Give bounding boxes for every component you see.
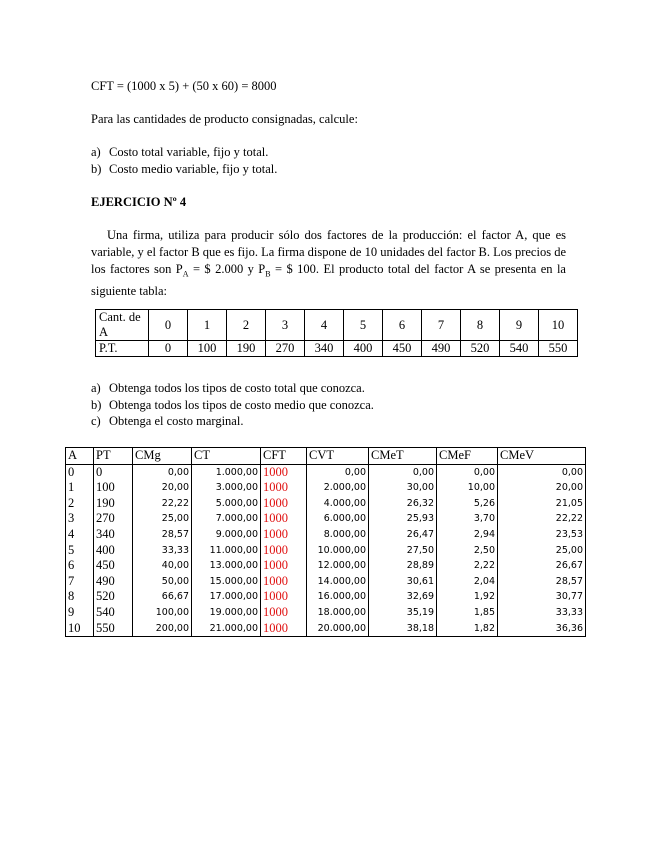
table-cell: 3.000,00: [192, 480, 261, 496]
table-row: [66, 496, 586, 512]
table-cell: 0,00: [307, 464, 369, 480]
table-cell: 340: [94, 527, 133, 543]
table-cell: 17.000,00: [192, 589, 261, 605]
table-cell: 1,92: [437, 589, 498, 605]
table-cell: 22,22: [498, 511, 586, 527]
col-header: CMeV: [498, 448, 586, 465]
table-cell: 10.000,00: [307, 543, 369, 559]
table-row: [66, 605, 586, 621]
table-row: [66, 558, 586, 574]
table-cell: 100: [94, 480, 133, 496]
table-cell: 25,93: [369, 511, 437, 527]
table-cell: 540: [94, 605, 133, 621]
table-cell: 36,36: [498, 621, 586, 637]
table-cell: 16.000,00: [307, 589, 369, 605]
table-cell: 50,00: [133, 574, 192, 590]
table-cell: 1000: [261, 496, 307, 512]
table-cell: 5,26: [437, 496, 498, 512]
table-cell: 10: [539, 310, 578, 341]
table-cell: 2,04: [437, 574, 498, 590]
table-cell: 1: [188, 310, 227, 341]
table-row: [66, 621, 586, 637]
exercise-paragraph: Una firma, utiliza para producir sólo dos factores de la producción: el factor A, que es variable, y el factor B que es fijo. La firma dispone de 10 unidades del factor B. Los precios de los factores son $P_A$ = $ 2.000 y $P_B$ = $ 100. El producto total del factor A se presenta en la siguiente tabla:: [91, 228, 566, 298]
table-cell: 520: [94, 589, 133, 605]
table-cell: 6.000,00: [307, 511, 369, 527]
table-cell: 22,22: [133, 496, 192, 512]
table-cell: 1000: [261, 480, 307, 496]
table-cell: 190: [94, 496, 133, 512]
table-cell: 1: [66, 480, 94, 496]
table-cell: 2: [66, 496, 94, 512]
table-cell: 100,00: [133, 605, 192, 621]
table-cell: 7: [66, 574, 94, 590]
table-cell: 2.000,00: [307, 480, 369, 496]
table-cell: 0: [149, 341, 188, 357]
table-cell: 1,85: [437, 605, 498, 621]
question-list-a: [91, 144, 277, 177]
table-cell: 38,18: [369, 621, 437, 637]
table-cell: 1000: [261, 589, 307, 605]
table-cell: 2: [227, 310, 266, 341]
table-cell: 6: [66, 558, 94, 574]
table-cell: 190: [227, 341, 266, 357]
table-cell: 2,50: [437, 543, 498, 559]
table-cell: 0: [94, 464, 133, 480]
list-item: b) Costo medio variable, fijo y total.: [91, 161, 278, 176]
table-cell: 26,47: [369, 527, 437, 543]
table-cell: 0,00: [437, 464, 498, 480]
table-cell: 1,82: [437, 621, 498, 637]
table-cell: 19.000,00: [192, 605, 261, 621]
table-cell: 27,50: [369, 543, 437, 559]
table-cell: 10,00: [437, 480, 498, 496]
table-cell: 400: [344, 341, 383, 357]
col-header: PT: [94, 448, 133, 465]
table-cell: 8.000,00: [307, 527, 369, 543]
table-cell: 10: [66, 621, 94, 637]
table-cell: 18.000,00: [307, 605, 369, 621]
table-cell: 450: [383, 341, 422, 357]
table-cell: 9: [500, 310, 539, 341]
table-cell: 8: [66, 589, 94, 605]
cost-table-body: [66, 464, 586, 637]
row-label-pt: P.T.: [96, 341, 149, 357]
production-table: [95, 309, 578, 357]
table-cell: 25,00: [133, 511, 192, 527]
table-cell: 9: [66, 605, 94, 621]
row-label-cant: Cant. de A: [96, 310, 149, 341]
table-cell: 5.000,00: [192, 496, 261, 512]
table-cell: 1.000,00: [192, 464, 261, 480]
table-header-row: [66, 448, 586, 465]
list-item: b) Obtenga todos los tipos de costo medio que conozca.: [91, 397, 374, 412]
table-row: [66, 527, 586, 543]
list-item: a) Obtenga todos los tipos de costo total que conozca.: [91, 381, 365, 395]
intro-question: Para las cantidades de producto consignadas, calcule:: [91, 112, 358, 126]
table-cell: 20.000,00: [307, 621, 369, 637]
table-cell: 33,33: [498, 605, 586, 621]
table-cell: 30,61: [369, 574, 437, 590]
table-cell: 450: [94, 558, 133, 574]
table-cell: 4: [305, 310, 344, 341]
table-cell: 6: [383, 310, 422, 341]
table-cell: 5: [66, 543, 94, 559]
table-cell: 66,67: [133, 589, 192, 605]
table-row: [66, 511, 586, 527]
table-cell: 2,22: [437, 558, 498, 574]
table-cell: 7.000,00: [192, 511, 261, 527]
table-cell: 200,00: [133, 621, 192, 637]
cost-table: [65, 447, 586, 637]
table-cell: 21.000,00: [192, 621, 261, 637]
table-row: [96, 341, 578, 357]
table-cell: 490: [94, 574, 133, 590]
table-cell: 28,57: [133, 527, 192, 543]
table-cell: 12.000,00: [307, 558, 369, 574]
table-cell: 3,70: [437, 511, 498, 527]
table-cell: 340: [305, 341, 344, 357]
table-cell: 550: [539, 341, 578, 357]
table-cell: 28,57: [498, 574, 586, 590]
table-row: [66, 464, 586, 480]
col-header: CFT: [261, 448, 307, 465]
table-cell: 0,00: [498, 464, 586, 480]
table-cell: 0,00: [369, 464, 437, 480]
table-cell: 100: [188, 341, 227, 357]
table-row: [66, 480, 586, 496]
col-header: CMeT: [369, 448, 437, 465]
table-cell: 1000: [261, 605, 307, 621]
table-cell: 1000: [261, 621, 307, 637]
table-row: [66, 589, 586, 605]
table-cell: 35,19: [369, 605, 437, 621]
table-cell: 520: [461, 341, 500, 357]
table-cell: 400: [94, 543, 133, 559]
table-cell: 30,77: [498, 589, 586, 605]
table-cell: 26,32: [369, 496, 437, 512]
col-header: CMeF: [437, 448, 498, 465]
table-cell: 32,69: [369, 589, 437, 605]
table-cell: 0: [149, 310, 188, 341]
table-cell: 3: [266, 310, 305, 341]
table-cell: 2,94: [437, 527, 498, 543]
col-header: CT: [192, 448, 261, 465]
table-cell: 550: [94, 621, 133, 637]
table-cell: 1000: [261, 558, 307, 574]
table-cell: 5: [344, 310, 383, 341]
table-cell: 1000: [261, 527, 307, 543]
table-cell: 8: [461, 310, 500, 341]
table-cell: 1000: [261, 464, 307, 480]
col-header: A: [66, 448, 94, 465]
table-cell: 3: [66, 511, 94, 527]
table-cell: 20,00: [133, 480, 192, 496]
table-cell: 21,05: [498, 496, 586, 512]
table-cell: 9.000,00: [192, 527, 261, 543]
table-cell: 15.000,00: [192, 574, 261, 590]
table-row: [66, 543, 586, 559]
question-list-b: [91, 380, 374, 430]
table-cell: 23,53: [498, 527, 586, 543]
list-item: c) Obtenga el costo marginal.: [91, 414, 244, 428]
table-cell: 1000: [261, 511, 307, 527]
table-row: [96, 310, 578, 341]
table-cell: 40,00: [133, 558, 192, 574]
table-cell: 28,89: [369, 558, 437, 574]
table-cell: 4.000,00: [307, 496, 369, 512]
table-cell: 270: [266, 341, 305, 357]
table-cell: 13.000,00: [192, 558, 261, 574]
table-row: [66, 574, 586, 590]
table-cell: 1000: [261, 574, 307, 590]
col-header: CMg: [133, 448, 192, 465]
exercise-title: EJERCICIO Nº 4: [91, 195, 187, 209]
table-cell: 540: [500, 341, 539, 357]
table-cell: 0,00: [133, 464, 192, 480]
table-cell: 25,00: [498, 543, 586, 559]
table-cell: 33,33: [133, 543, 192, 559]
col-header: CVT: [307, 448, 369, 465]
cft-formula: CFT = (1000 x 5) + (50 x 60) = 8000: [91, 79, 277, 93]
table-cell: 11.000,00: [192, 543, 261, 559]
table-cell: 26,67: [498, 558, 586, 574]
table-cell: 0: [66, 464, 94, 480]
table-cell: 1000: [261, 543, 307, 559]
table-cell: 490: [422, 341, 461, 357]
list-item: a) Costo total variable, fijo y total.: [91, 145, 269, 159]
table-cell: 30,00: [369, 480, 437, 496]
table-cell: 270: [94, 511, 133, 527]
table-cell: 4: [66, 527, 94, 543]
table-cell: 14.000,00: [307, 574, 369, 590]
table-cell: 20,00: [498, 480, 586, 496]
table-cell: 7: [422, 310, 461, 341]
